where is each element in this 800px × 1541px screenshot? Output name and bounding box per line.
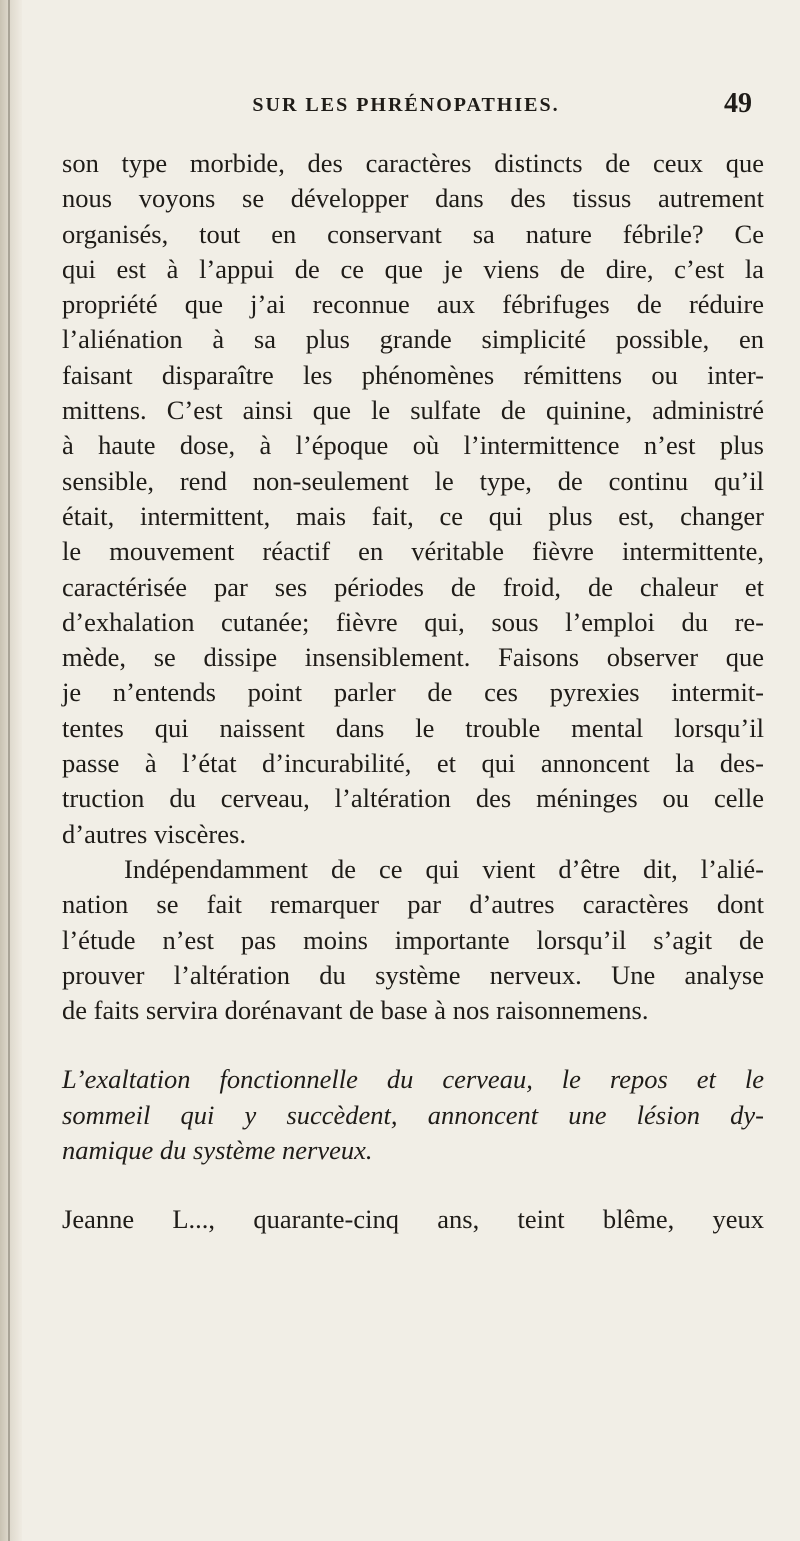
paragraph bbox=[62, 146, 764, 852]
running-title: SUR LES PHRÉNOPATHIES. bbox=[252, 94, 560, 116]
section-gap bbox=[62, 1168, 764, 1202]
text-line: Indépendamment de ce qui vient d’être dit, l’alié- bbox=[124, 853, 764, 884]
text-line: son type morbide, des caractères distincts de ceux que bbox=[62, 148, 764, 178]
text-line: d’autres viscères. bbox=[62, 818, 246, 849]
page-number: 49 bbox=[724, 88, 752, 119]
text-line: nation se fait remarquer par d’autres caractères dont bbox=[62, 889, 764, 920]
section-gap bbox=[62, 1028, 764, 1062]
text-line: organisés, tout en conservant sa nature fébrile? Ce bbox=[62, 218, 764, 249]
text-line: mittens. C’est ainsi que le sulfate de quinine, administré bbox=[62, 395, 764, 426]
text-line: l’aliénation à sa plus grande simplicité possible, en bbox=[62, 324, 764, 355]
text-line: l’étude n’est pas moins importante lorsqu’il s’agit de bbox=[62, 924, 764, 955]
section-heading bbox=[62, 1062, 764, 1168]
text-line: tentes qui naissent dans le trouble mental lorsqu’il bbox=[62, 712, 764, 743]
text-line: le mouvement réactif en véritable fièvre intermittente, bbox=[62, 536, 764, 567]
text-line: était, intermittent, mais fait, ce qui plus est, changer bbox=[62, 500, 764, 531]
text-line: prouver l’altération du système nerveux. Une analyse bbox=[62, 959, 764, 990]
text-line: nous voyons se développer dans des tissus autrement bbox=[62, 183, 764, 214]
text-line: faisant disparaître les phénomènes rémittens ou inter- bbox=[62, 359, 764, 390]
binding-edge bbox=[0, 0, 22, 1541]
heading-line: sommeil qui y succèdent, annoncent une lésion dy- bbox=[62, 1099, 764, 1130]
text-line: mède, se dissipe insensiblement. Faisons observer que bbox=[62, 642, 764, 673]
running-head bbox=[60, 88, 752, 128]
text-line: d’exhalation cutanée; fièvre qui, sous l’emploi du re- bbox=[62, 606, 764, 637]
text-block bbox=[62, 146, 764, 1238]
text-line: propriété que j’ai reconnue aux fébrifuges de réduire bbox=[62, 289, 764, 320]
paragraph bbox=[62, 852, 764, 1028]
text-line: à haute dose, à l’époque où l’intermittence n’est plus bbox=[62, 430, 764, 461]
paragraph bbox=[62, 1202, 764, 1237]
heading-line: namique du système nerveux. bbox=[62, 1135, 373, 1166]
text-line: caractérisée par ses périodes de froid, de chaleur et bbox=[62, 571, 764, 602]
text-line: truction du cerveau, l’altération des méninges ou celle bbox=[62, 783, 764, 814]
text-line: de faits servira dorénavant de base à nos raisonnemens. bbox=[62, 995, 649, 1026]
binding-line bbox=[8, 0, 10, 1541]
text-line: Jeanne L..., quarante-cinq ans, teint blême, yeux bbox=[62, 1204, 764, 1235]
text-line: sensible, rend non-seulement le type, de continu qu’il bbox=[62, 465, 764, 496]
text-line: qui est à l’appui de ce que je viens de dire, c’est la bbox=[62, 253, 764, 284]
text-line: je n’entends point parler de ces pyrexies intermit- bbox=[62, 677, 764, 708]
text-line: passe à l’état d’incurabilité, et qui annoncent la des- bbox=[62, 748, 764, 779]
heading-line: L’exaltation fonctionnelle du cerveau, le repos et le bbox=[62, 1064, 764, 1095]
